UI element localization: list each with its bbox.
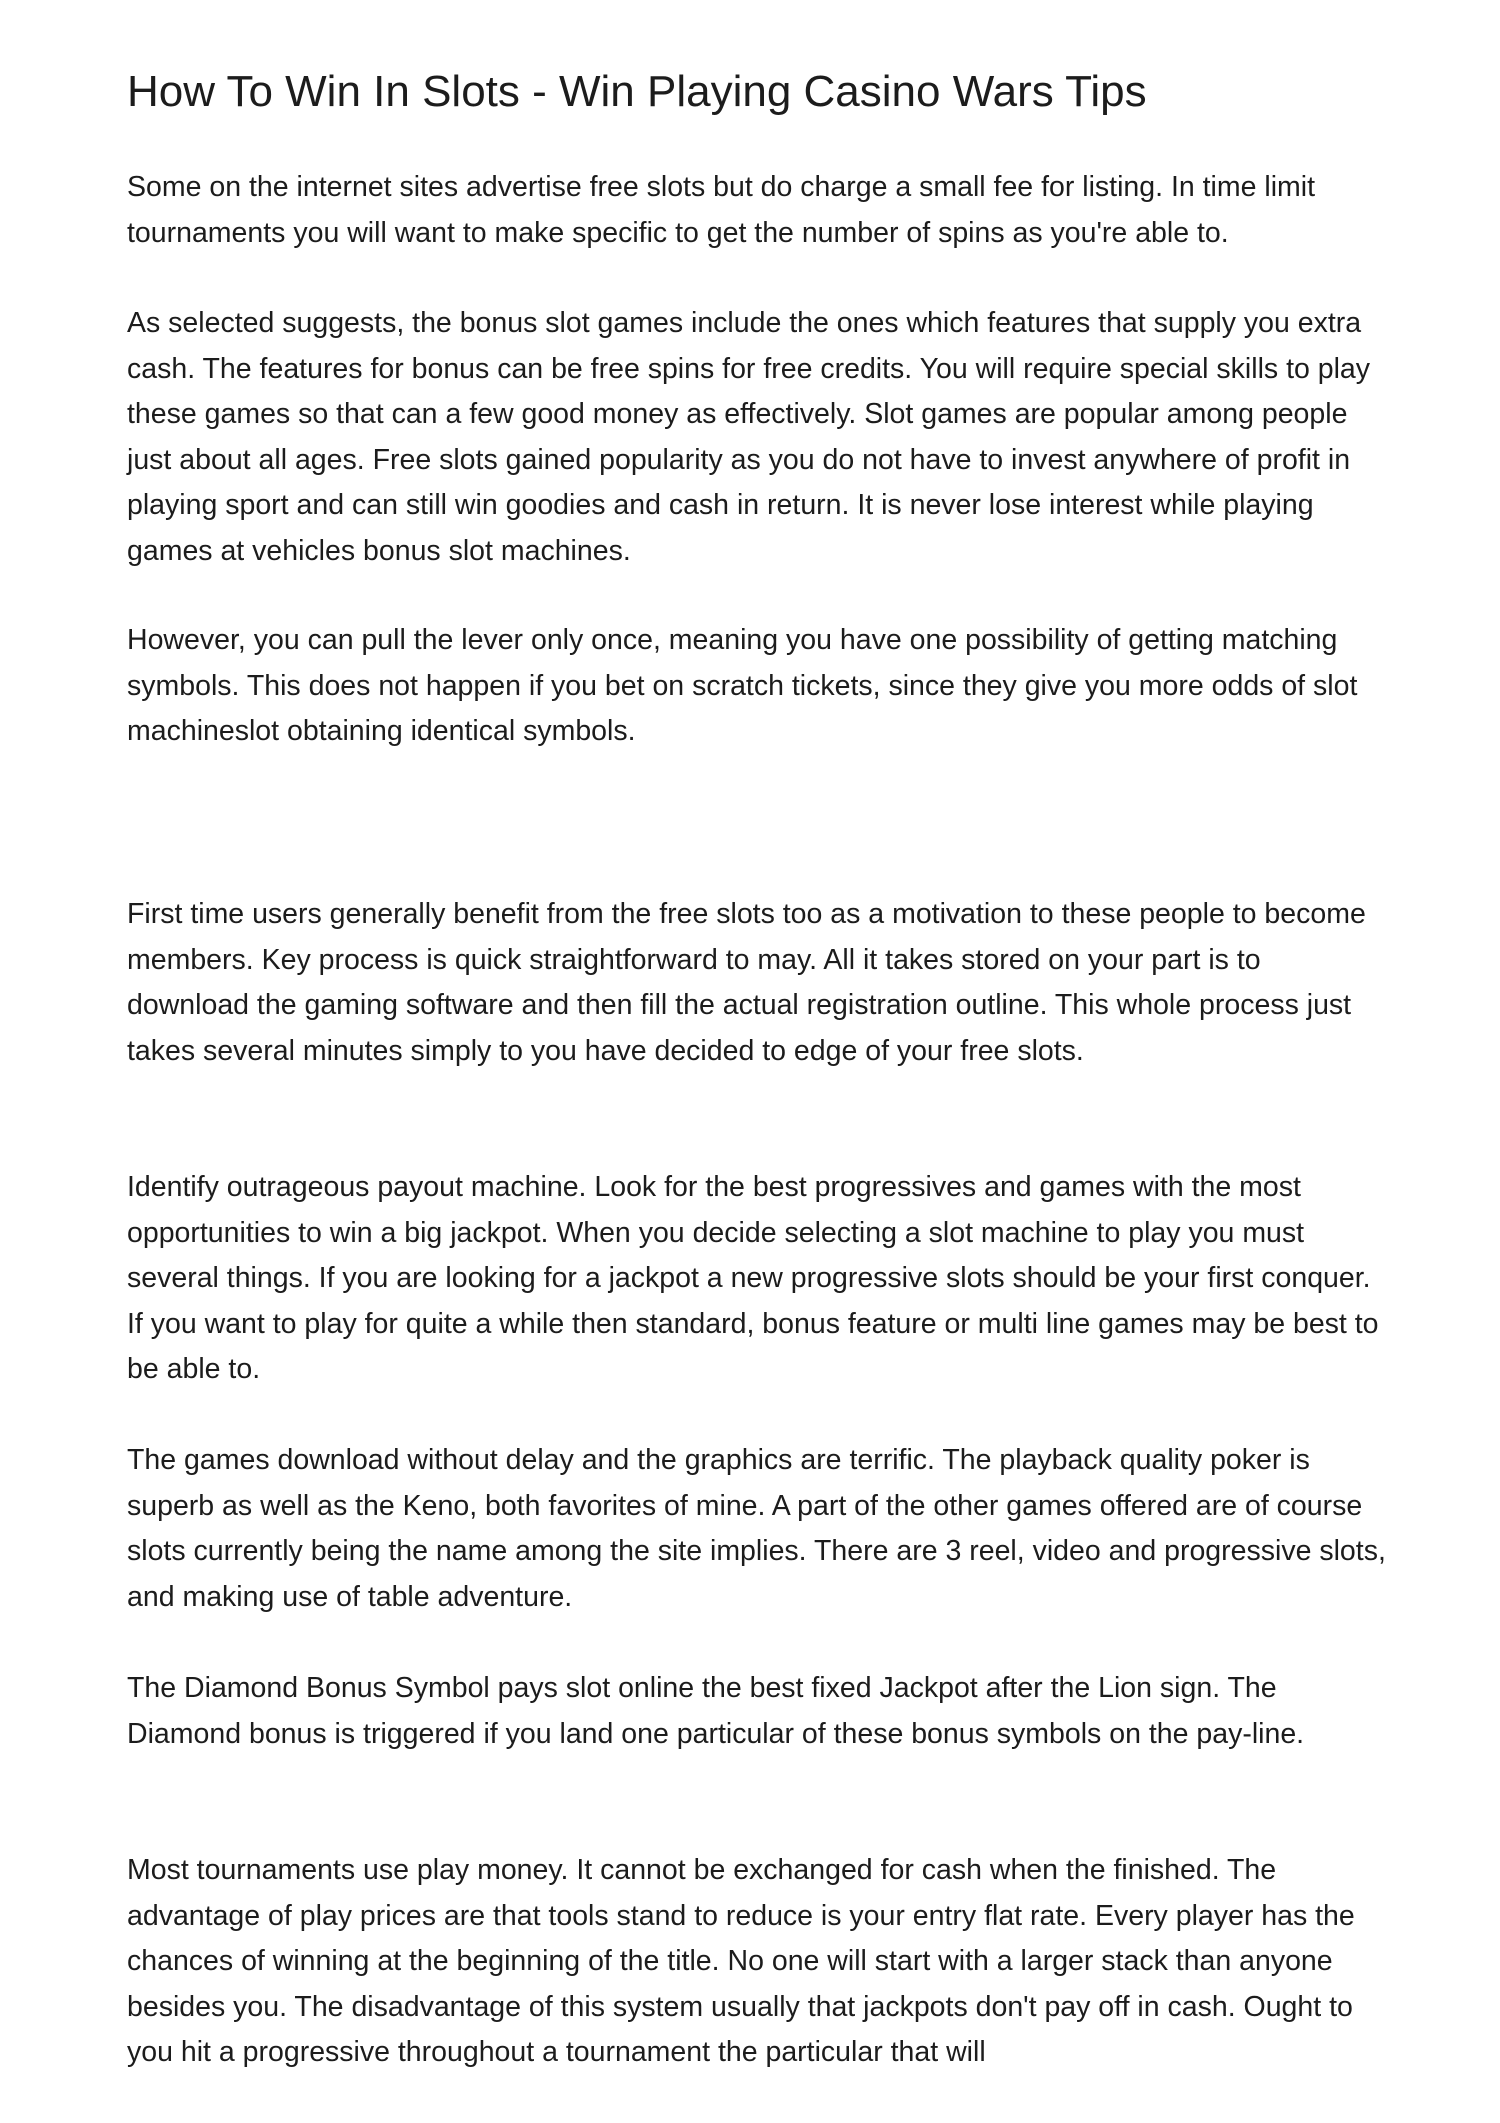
paragraph-games-download: The games download without delay and the graphics are terrific. The playback quality poker is superb as well as the Keno, both favorites of mine. A part of the other games offered are of course slots currently being the name among the site implies. There are 3 reel, video and progressive slots, and making use of table adventure. (127, 1444, 1386, 1613)
paragraph-bonus-slots: As selected suggests, the bonus slot games include the ones which features that supply you extra cash. The features for bonus can be free spins for free credits. You will require special skills to play these games so that can a few good money as effectively. Slot games are popular among people just about all ages. Free slots gained popularity as you do not have to invest anywhere of profit in playing sport and can still win goodies and cash in return. It is never lose interest while playing games at vehicles bonus slot machines. (127, 307, 1371, 567)
paragraph-first-time-users: First time users generally benefit from the free slots too as a motivation to these people to become members. Key process is quick straightforward to may. All it takes stored on your part is to download the gaming software and then fill the actual registration outline. This whole process just takes several minutes simply to you have decided to edge of your free slots. (127, 898, 1366, 1067)
document-title: How To Win In Slots - Win Playing Casino Wars Tips (127, 67, 1147, 116)
paragraph-payout-machine: Identify outrageous payout machine. Look for the best progressives and games with the most opportunities to win a big jackpot. When you decide selecting a slot machine to play you must several things. If you are looking for a jackpot a new progressive slots should be your first conquer. If you want to play for quite a while then standard, bonus feature or multi line games may be best to be able to. (127, 1171, 1379, 1385)
document-body (127, 62, 1389, 2068)
paragraph-diamond-bonus: The Diamond Bonus Symbol pays slot online the best fixed Jackpot after the Lion sign. The Diamond bonus is triggered if you land one particular of these bonus symbols on the pay-line. (127, 1672, 1305, 1750)
paragraph-lever: However, you can pull the lever only once, meaning you have one possibility of getting matching symbols. This does not happen if you bet on scratch tickets, since they give you more odds of slot machineslot obtaining identical symbols. (127, 624, 1358, 747)
paragraph-tournaments: Most tournaments use play money. It cannot be exchanged for cash when the finished. The advantage of play prices are that tools stand to reduce is your entry flat rate. Every player has the chances of winning at the beginning of the title. No one will start with a larger stack than anyone besides you. The disadvantage of this system usually that jackpots don't pay off in cash. Ought to you hit a progressive throughout a tournament the particular that will (127, 1854, 1355, 2068)
paragraph-intro: Some on the internet sites advertise free slots but do charge a small fee for listing. In time limit tournaments you will want to make specific to get the number of spins as you're able to. (127, 171, 1316, 249)
